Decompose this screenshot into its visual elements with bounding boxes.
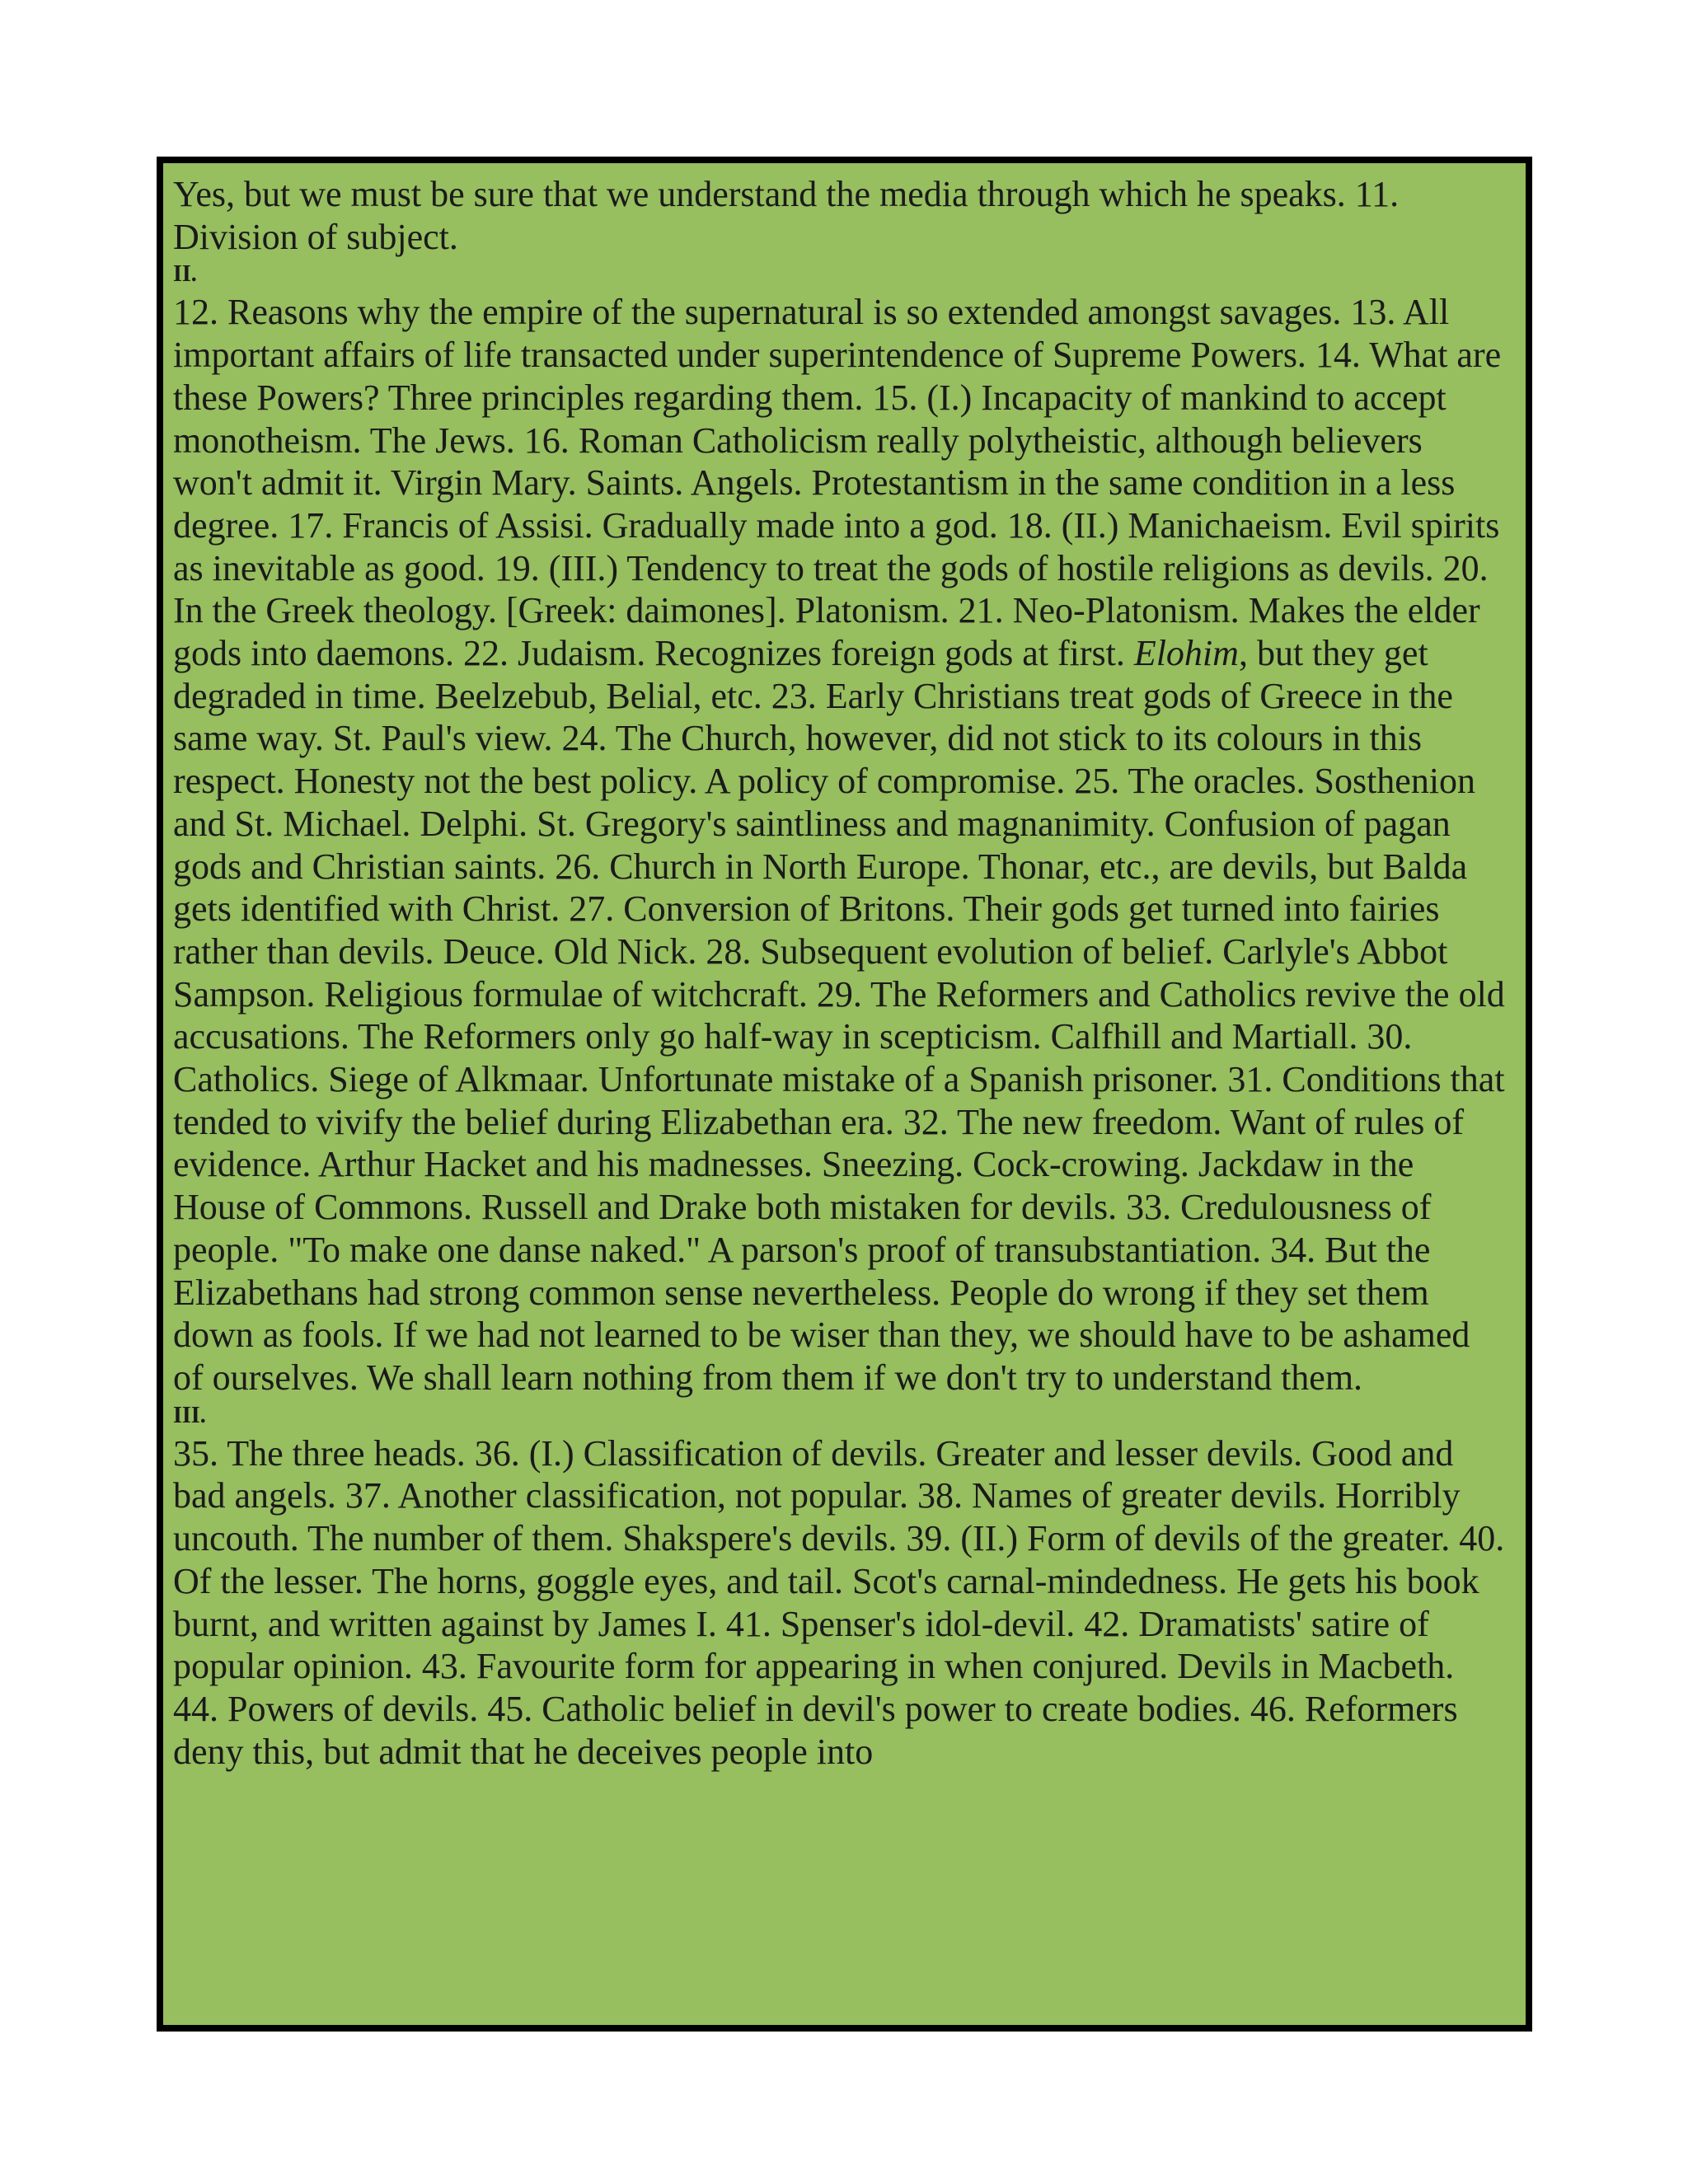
section-heading-iii: III. [173, 1402, 206, 1428]
paragraph-section-iii: 35. The three heads. 36. (I.) Classification of devils. Greater and lesser devils. Good and bad angels. 37. Another classification, not popular. 38. Names of greater devils. Horribly uncouth. The number of them. Shakspere's devils. 39. (II.) Form of devils of the greater. 40. Of the lesser. The horns, goggle eyes, and tail. Scot's carnal-mindedness. He gets his book burnt, and written against by James I. 41. Spenser's idol-devil. 42. Dramatists' satire of popular opinion. 43. Favourite form for appearing in when conjured. Devils in Macbeth. 44. Powers of devils. 45. Catholic belief in devil's power to create bodies. 46. Reformers deny this, but admit that he deceives people into [173, 1432, 1505, 1772]
italic-term-elohim: Elohim [1133, 633, 1239, 674]
text-box [157, 157, 1532, 2032]
paragraph-section-ii-part-2: , but they get degraded in time. Beelzebub, Belial, etc. 23. Early Christians treat gods of Greece in the same way. St. Paul's view. 24. The Church, however, did not stick to its colours in this respect. Honesty not the best policy. A policy of compromise. 25. The oracles. Sosthenion and St. Michael. Delphi. St. Gregory's saintliness and magnanimity. Confusion of pagan gods and Christian saints. 26. Church in North Europe. Thonar, etc., are devils, but Balda gets identified with Christ. 27. Conversion of Britons. Their gods get turned into fairies rather than devils. Deuce. Old Nick. 28. Subsequent evolution of belief. Carlyle's Abbot Sampson. Religious formulae of witchcraft. 29. The Reformers and Catholics revive the old accusations. The Reformers only go half-way in scepticism. Calfhill and Martiall. 30. Catholics. Siege of Alkmaar. Unfortunate mistake of a Spanish prisoner. 31. Conditions that tended to vivify the belief during Elizabethan era. 32. The new freedom. Want of rules of evidence. Arthur Hacket and his madnesses. Sneezing. Cock-crowing. Jackdaw in the House of Commons. Russell and Drake both mistaken for devils. 33. Credulousness of people. "To make one danse naked." A parson's proof of transubstantiation. 34. But the Elizabethans had strong common sense nevertheless. People do wrong if they set them down as fools. If we had not learned to be wiser than they, we should have to be ashamed of ourselves. We shall learn nothing from them if we don't try to understand them. [173, 633, 1505, 1398]
paragraph-section-ii-part-1: 12. Reasons why the empire of the supernatural is so extended amongst savages. 13. All important affairs of life transacted under superintendence of Supreme Powers. 14. What are these Powers? Three principles regarding them. 15. (I.) Incapacity of mankind to accept monotheism. The Jews. 16. Roman Catholicism really polytheistic, although believers won't admit it. Virgin Mary. Saints. Angels. Protestantism in the same condition in a less degree. 17. Francis of Assisi. Gradually made into a god. 18. (II.) Manichaeism. Evil spirits as inevitable as good. 19. (III.) Tendency to treat the gods of hostile religions as devils. 20. In the Greek theology. [Greek: daimones]. Platonism. 21. Neo-Platonism. Makes the elder gods into daemons. 22. Judaism. Recognizes foreign gods at first. [173, 292, 1502, 674]
paragraph-section-ii [173, 291, 1507, 1399]
paragraph-intro: Yes, but we must be sure that we understand the media through which he speaks. 11. Division of subject. [173, 174, 1400, 257]
section-heading-ii: II. [173, 261, 197, 288]
